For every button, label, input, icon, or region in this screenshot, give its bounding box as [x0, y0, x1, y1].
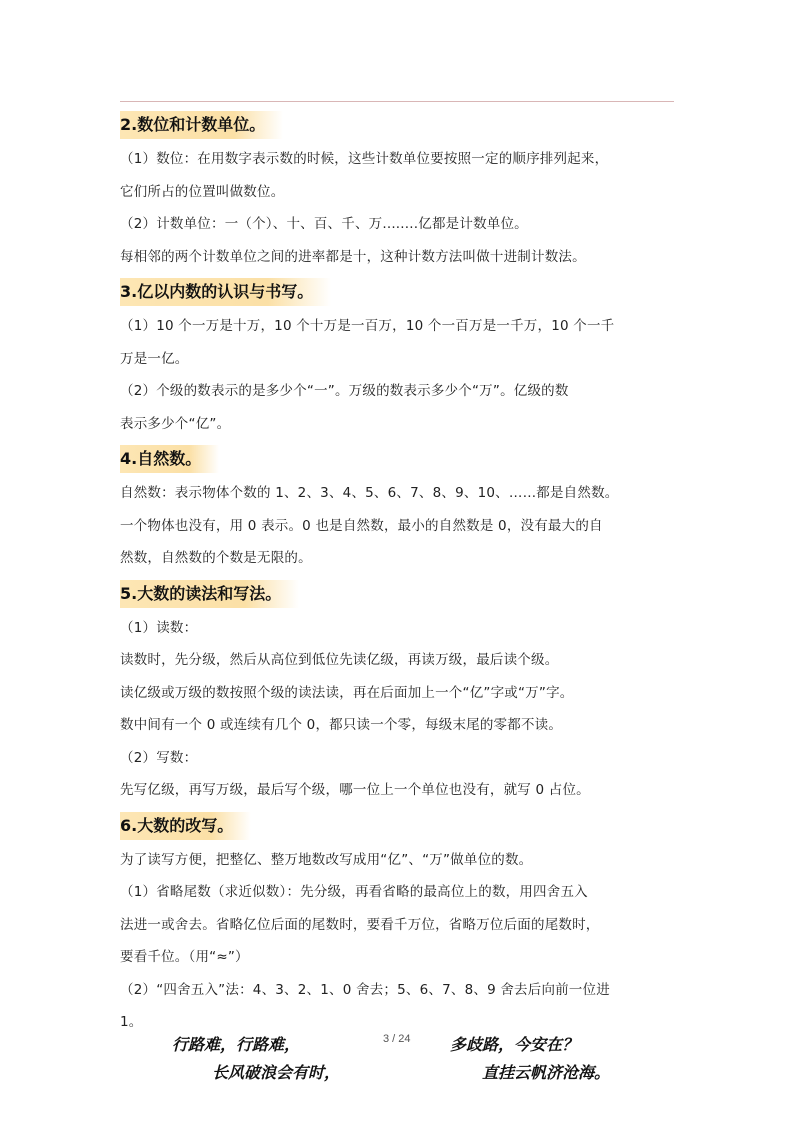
section	[120, 575, 680, 807]
text-line: （1）省略尾数（求近似数）：先分级，再看省略的最高位上的数，用四舍五入	[120, 884, 588, 900]
text-line: 为了读写方便，把整亿、整万地数改写成用“亿”、“万”做单位的数。	[120, 851, 533, 868]
text-line: 法进一或舍去。省略亿位后面的尾数时，要看千万位，省略万位后面的尾数时，	[120, 916, 600, 933]
text-line: （1）读数：	[120, 619, 198, 636]
text-line: 然数，自然数的个数是无限的。	[120, 550, 312, 566]
header-rule	[120, 101, 674, 102]
footer-poem	[0, 1026, 794, 1086]
section-heading: 4.自然数。	[120, 445, 219, 473]
section-heading: 2.数位和计数单位。	[120, 111, 283, 139]
text-line: 它们所占的位置叫做数位。	[120, 183, 285, 200]
text-line: 万是一亿。	[120, 350, 189, 367]
section	[120, 807, 680, 1039]
poem-line1-right: 多歧路，今安在？	[450, 1035, 579, 1054]
text-line: （2）写数：	[120, 749, 198, 766]
document-body	[120, 106, 680, 1039]
text-line: 每相邻的两个计数单位之间的进率都是十，这种计数方法叫做十进制计数法。	[120, 248, 586, 265]
section	[120, 106, 680, 273]
section-heading: 3.亿以内数的认识与书写。	[120, 278, 331, 306]
text-line: 读亿级或万级的数按照个级的读法读，再在后面加上一个“亿”字或“万”字。	[120, 684, 574, 701]
text-line: 数中间有一个 0 或连续有几个 0，都只读一个零，每级末尾的零都不读。	[120, 717, 563, 733]
text-line: （1）10 个一万是十万，10 个十万是一百万，10 个一百万是一千万，10 个一千	[120, 318, 615, 334]
text-line: 自然数：表示物体个数的 1、2、3、4、5、6、7、8、9、10、……都是自然数。	[120, 485, 619, 501]
text-line: 要看千位。（用“≈”）	[120, 949, 249, 965]
poem-line2-right: 直挂云帆济沧海。	[482, 1063, 611, 1082]
text-line: （2）个级的数表示的是多少个“一”。万级的数表示多少个“万”。亿级的数	[120, 383, 569, 399]
poem-line1-left: 行路难，行路难，	[172, 1035, 301, 1054]
text-line: 一个物体也没有，用 0 表示。0 也是自然数，最小的自然数是 0，没有最大的自	[120, 517, 603, 534]
section	[120, 273, 680, 440]
text-line: 1。	[120, 1014, 143, 1030]
text-line: 先写亿级，再写万级，最后写个级，哪一位上一个单位也没有，就写 0 占位。	[120, 782, 590, 798]
section-heading: 6.大数的改写。	[120, 812, 251, 840]
text-line: （2）计数单位：一（个）、十、百、千、万........亿都是计数单位。	[120, 216, 528, 232]
page-number: 3 / 24	[383, 1033, 411, 1045]
section	[120, 440, 680, 575]
poem-line2-left: 长风破浪会有时，	[212, 1063, 341, 1082]
section-heading: 5.大数的读法和写法。	[120, 580, 299, 608]
text-line: （1）数位：在用数字表示数的时候，这些计数单位要按照一定的顺序排列起来，	[120, 151, 609, 167]
text-line: 读数时，先分级，然后从高位到低位先读亿级，再读万级，最后读个级。	[120, 652, 559, 668]
text-line: （2）“四舍五入”法：4、3、2、1、0 舍去；5、6、7、8、9 舍去后向前一位进	[120, 981, 610, 998]
text-line: 表示多少个“亿”。	[120, 415, 231, 432]
